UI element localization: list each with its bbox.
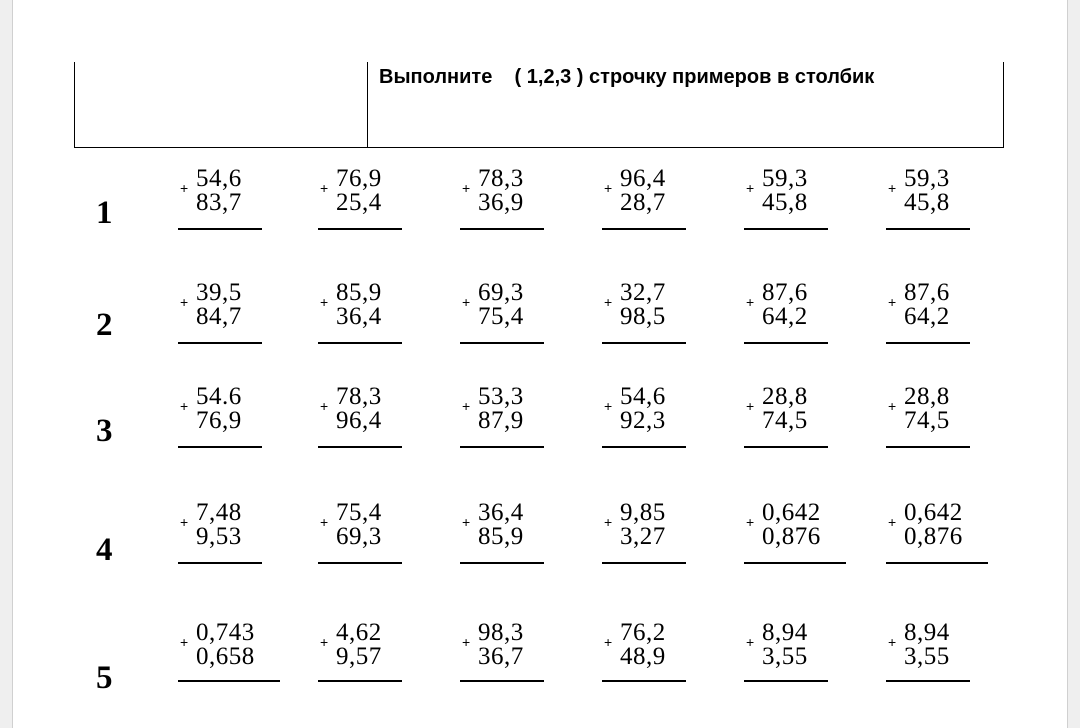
second-addend: 0,876	[762, 523, 821, 550]
sum-line	[744, 228, 828, 230]
first-addend: 85,9	[336, 279, 382, 306]
first-addend: 0,642	[762, 499, 821, 526]
plus-sign: +	[604, 514, 613, 530]
first-addend: 75,4	[336, 499, 382, 526]
sum-line	[602, 228, 686, 230]
first-addend: 98,3	[478, 619, 524, 646]
first-addend: 36,4	[478, 499, 524, 526]
addition-problem	[178, 166, 288, 246]
plus-sign: +	[746, 294, 755, 310]
addition-problem	[602, 620, 712, 700]
header-divider	[367, 62, 368, 148]
plus-sign: +	[604, 398, 613, 414]
addition-problem	[178, 280, 288, 360]
first-addend: 76,9	[336, 165, 382, 192]
sum-line	[744, 562, 846, 564]
addition-problem	[318, 280, 428, 360]
plus-sign: +	[746, 398, 755, 414]
instruction-text: Выполните ( 1,2,3 ) строчку примеров в столбик	[379, 66, 875, 88]
sum-line	[886, 562, 988, 564]
sum-line	[460, 562, 544, 564]
addition-problem	[318, 620, 428, 700]
first-addend: 59,3	[904, 165, 950, 192]
plus-sign: +	[320, 398, 329, 414]
second-addend: 3,55	[904, 643, 950, 670]
plus-sign: +	[746, 634, 755, 650]
row-number: 2	[96, 307, 113, 343]
second-addend: 74,5	[904, 407, 950, 434]
plus-sign: +	[746, 180, 755, 196]
addition-problem	[460, 166, 570, 246]
second-addend: 64,2	[762, 303, 808, 330]
addition-problem	[886, 620, 996, 700]
sum-line	[886, 446, 970, 448]
addition-problem	[602, 384, 712, 464]
second-addend: 0,658	[196, 643, 255, 670]
addition-problem	[178, 620, 288, 700]
plus-sign: +	[888, 514, 897, 530]
first-addend: 96,4	[620, 165, 666, 192]
sum-line	[744, 446, 828, 448]
row-number: 1	[96, 195, 113, 231]
second-addend: 25,4	[336, 189, 382, 216]
addition-problem	[602, 280, 712, 360]
first-addend: 69,3	[478, 279, 524, 306]
second-addend: 28,7	[620, 189, 666, 216]
addition-problem	[460, 500, 570, 580]
sum-line	[178, 342, 262, 344]
addition-problem	[318, 384, 428, 464]
plus-sign: +	[888, 180, 897, 196]
sum-line	[602, 680, 686, 682]
addition-problem	[460, 620, 570, 700]
plus-sign: +	[604, 180, 613, 196]
plus-sign: +	[180, 398, 189, 414]
second-addend: 3,55	[762, 643, 808, 670]
second-addend: 45,8	[762, 189, 808, 216]
sum-line	[602, 342, 686, 344]
second-addend: 3,27	[620, 523, 666, 550]
addition-problem	[744, 166, 854, 246]
addition-problem	[744, 280, 854, 360]
addition-problem	[318, 500, 428, 580]
addition-problem	[744, 384, 854, 464]
sum-line	[602, 562, 686, 564]
second-addend: 64,2	[904, 303, 950, 330]
first-addend: 4,62	[336, 619, 382, 646]
first-addend: 78,3	[336, 383, 382, 410]
plus-sign: +	[462, 634, 471, 650]
plus-sign: +	[462, 294, 471, 310]
first-addend: 54.6	[196, 383, 242, 410]
sum-line	[318, 228, 402, 230]
sum-line	[460, 446, 544, 448]
plus-sign: +	[462, 180, 471, 196]
addition-problem	[886, 166, 996, 246]
sum-line	[318, 342, 402, 344]
first-addend: 8,94	[904, 619, 950, 646]
plus-sign: +	[320, 294, 329, 310]
sum-line	[460, 680, 544, 682]
sum-line	[318, 446, 402, 448]
plus-sign: +	[180, 180, 189, 196]
sum-line	[886, 228, 970, 230]
plus-sign: +	[180, 634, 189, 650]
sum-line	[602, 446, 686, 448]
first-addend: 28,8	[904, 383, 950, 410]
addition-problem	[460, 384, 570, 464]
first-addend: 7,48	[196, 499, 242, 526]
plus-sign: +	[180, 294, 189, 310]
plus-sign: +	[320, 514, 329, 530]
second-addend: 9,53	[196, 523, 242, 550]
first-addend: 9,85	[620, 499, 666, 526]
first-addend: 87,6	[762, 279, 808, 306]
plus-sign: +	[320, 180, 329, 196]
plus-sign: +	[604, 294, 613, 310]
second-addend: 0,876	[904, 523, 963, 550]
sum-line	[178, 680, 280, 682]
second-addend: 36,7	[478, 643, 524, 670]
first-addend: 39,5	[196, 279, 242, 306]
sum-line	[744, 680, 828, 682]
second-addend: 45,8	[904, 189, 950, 216]
addition-problem	[178, 500, 288, 580]
first-addend: 76,2	[620, 619, 666, 646]
second-addend: 69,3	[336, 523, 382, 550]
addition-problem	[886, 384, 996, 464]
first-addend: 87,6	[904, 279, 950, 306]
sum-line	[744, 342, 828, 344]
addition-problem	[886, 500, 996, 580]
sum-line	[460, 342, 544, 344]
sum-line	[886, 680, 970, 682]
sum-line	[318, 680, 402, 682]
second-addend: 48,9	[620, 643, 666, 670]
plus-sign: +	[888, 294, 897, 310]
row-number: 3	[96, 413, 113, 449]
plus-sign: +	[746, 514, 755, 530]
second-addend: 74,5	[762, 407, 808, 434]
plus-sign: +	[604, 634, 613, 650]
sum-line	[178, 446, 262, 448]
first-addend: 28,8	[762, 383, 808, 410]
sum-line	[460, 228, 544, 230]
addition-problem	[602, 166, 712, 246]
plus-sign: +	[888, 398, 897, 414]
second-addend: 84,7	[196, 303, 242, 330]
addition-problem	[460, 280, 570, 360]
first-addend: 54,6	[196, 165, 242, 192]
sum-line	[318, 562, 402, 564]
addition-problem	[744, 620, 854, 700]
first-addend: 59,3	[762, 165, 808, 192]
sum-line	[178, 562, 262, 564]
addition-problem	[886, 280, 996, 360]
row-number: 5	[96, 660, 113, 696]
first-addend: 0,743	[196, 619, 255, 646]
sum-line	[886, 342, 970, 344]
plus-sign: +	[320, 634, 329, 650]
plus-sign: +	[888, 634, 897, 650]
row-number: 4	[96, 532, 113, 568]
first-addend: 78,3	[478, 165, 524, 192]
first-addend: 54,6	[620, 383, 666, 410]
addition-problem	[318, 166, 428, 246]
second-addend: 96,4	[336, 407, 382, 434]
addition-problem	[178, 384, 288, 464]
second-addend: 76,9	[196, 407, 242, 434]
plus-sign: +	[462, 398, 471, 414]
second-addend: 36,9	[478, 189, 524, 216]
first-addend: 0,642	[904, 499, 963, 526]
second-addend: 87,9	[478, 407, 524, 434]
second-addend: 98,5	[620, 303, 666, 330]
second-addend: 85,9	[478, 523, 524, 550]
addition-problem	[602, 500, 712, 580]
second-addend: 9,57	[336, 643, 382, 670]
addition-problem	[744, 500, 854, 580]
plus-sign: +	[180, 514, 189, 530]
first-addend: 8,94	[762, 619, 808, 646]
first-addend: 53,3	[478, 383, 524, 410]
second-addend: 36,4	[336, 303, 382, 330]
first-addend: 32,7	[620, 279, 666, 306]
second-addend: 92,3	[620, 407, 666, 434]
second-addend: 75,4	[478, 303, 524, 330]
plus-sign: +	[462, 514, 471, 530]
sum-line	[178, 228, 262, 230]
second-addend: 83,7	[196, 189, 242, 216]
